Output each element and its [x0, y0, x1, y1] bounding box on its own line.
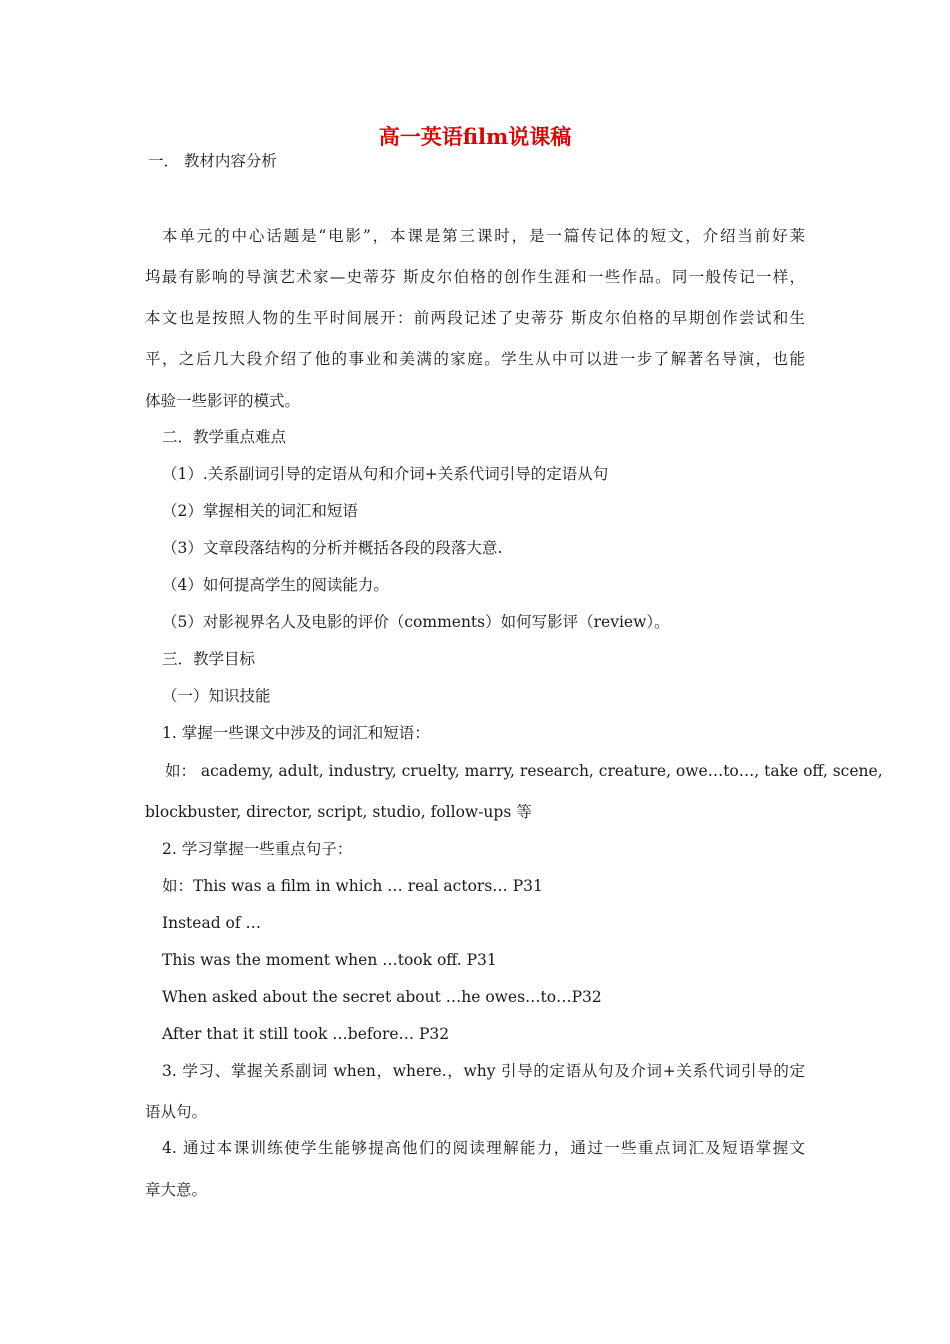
- paragraph-line: 本单元的中心话题是“电影”，本课是第三课时，是一篇传记体的短文，介绍当前好莱: [162, 227, 805, 245]
- key-point-item: （2）掌握相关的词汇和短语: [162, 502, 358, 520]
- vocab-list-line: blockbuster, director, script, studio, follow-ups 等: [145, 803, 532, 821]
- vocab-list-line: 如： academy, adult, industry, cruelty, marry, research, creature, owe…to…, take off, scene,: [165, 762, 883, 780]
- goal-item-4-cont: 章大意。: [145, 1181, 208, 1199]
- goal-item-4: 4. 通过本课训练使学生能够提高他们的阅读理解能力，通过一些重点词汇及短语掌握文: [162, 1139, 805, 1157]
- key-point-item: （5）对影视界名人及电影的评价（comments）如何写影评（review）。: [162, 613, 670, 631]
- section-heading-3: 三．教学目标: [162, 650, 256, 668]
- paragraph-line: 平，之后几大段介绍了他的事业和美满的家庭。学生从中可以进一步了解著名导演，也能: [145, 350, 805, 368]
- document-title: 高一英语film说课稿: [378, 124, 572, 149]
- subsection-heading: （一）知识技能: [162, 687, 271, 705]
- goal-item-1: 1. 掌握一些课文中涉及的词汇和短语：: [162, 724, 430, 742]
- paragraph-line: 坞最有影响的导演艺术家—史蒂芬 斯皮尔伯格的创作生涯和一些作品。同一般传记一样，: [145, 268, 805, 286]
- paragraph-line: 本文也是按照人物的生平时间展开：前两段记述了史蒂芬 斯皮尔伯格的早期创作尝试和生: [145, 309, 805, 327]
- goal-item-3: 3. 学习、掌握关系副词 when，where.，why 引导的定语从句及介词+关系代词引导的定: [162, 1062, 805, 1080]
- example-sentence: 如：This was a film in which … real actors… P31: [162, 877, 543, 895]
- paragraph-line: 体验一些影评的模式。: [145, 392, 301, 410]
- example-sentence: Instead of …: [162, 914, 262, 932]
- section-heading-1: 一． 教材内容分析: [148, 152, 277, 170]
- example-sentence: When asked about the secret about …he owes…to…P32: [162, 988, 602, 1006]
- key-point-item: （4）如何提高学生的阅读能力。: [162, 576, 389, 594]
- goal-item-3-cont: 语从句。: [145, 1103, 208, 1121]
- example-sentence: After that it still took …before… P32: [162, 1025, 450, 1043]
- key-point-item: （3）文章段落结构的分析并概括各段的段落大意.: [162, 539, 503, 557]
- example-sentence: This was the moment when …took off. P31: [162, 951, 497, 969]
- section-heading-2: 二．教学重点难点: [162, 428, 287, 446]
- key-point-item: （1）.关系副词引导的定语从句和介词+关系代词引导的定语从句: [162, 465, 609, 483]
- goal-item-2: 2. 学习掌握一些重点句子：: [162, 840, 353, 858]
